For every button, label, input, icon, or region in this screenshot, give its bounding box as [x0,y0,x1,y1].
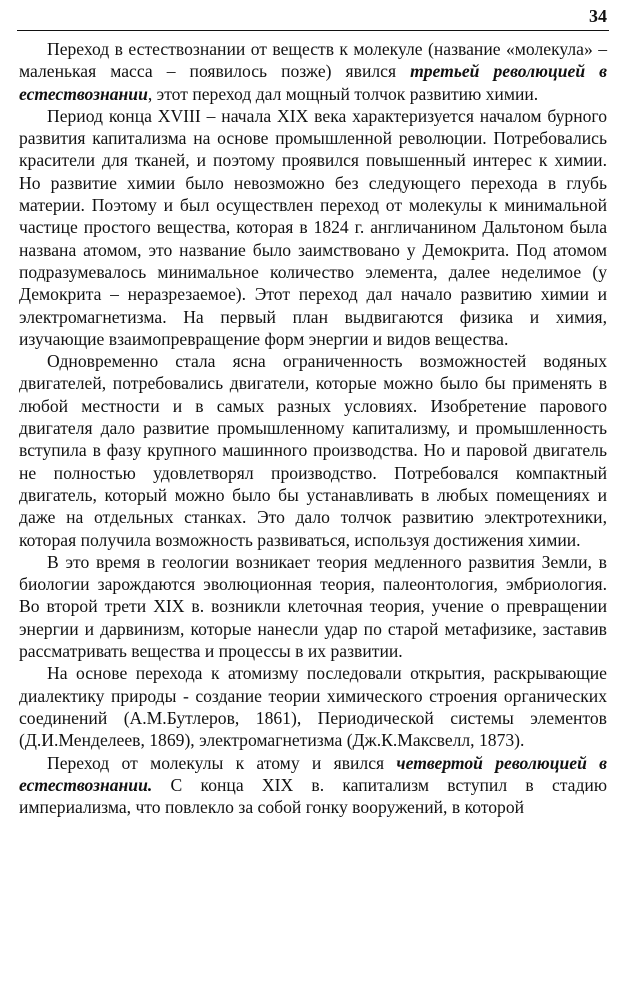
paragraph [19,752,607,819]
paragraph [19,38,607,105]
paragraph [19,551,607,662]
text-run: С конца XIX в. капитализм вступил в стадию империализма, что повлекло за собой гонку вооружений, в которой [19,774,607,818]
text-run: Переход от молекулы к атому и явился [47,752,397,773]
body-text [19,38,607,818]
text-run: В это время в геологии возникает теория медленного развития Земли, в биологии зарождаются эволюционная теория, палеонтология, эмбриология. Во второй трети XIX в. возникли клеточная теория, учение о превращении энергии и дарвинизм, которые нанесли удар по старой метафизике, заставив рассматривать вещества и процессы в их развитии. [19,551,607,662]
paragraph [19,662,607,751]
page-number: 34 [589,6,607,26]
emphasized-text: третьей революцией в естествознании [19,61,607,104]
text-run: Одновременно стала ясна ограниченность возможностей водяных двигателей, потребовались двигатели, которые можно было бы применять в любой местности и в самых разных условиях. Изобретение парового двигателя дало развитие промышленному капитализму, и промышленность вступила в фазу крупного машинного производства. Но и паровой двигатель не полностью удовлетворял производство. Потребовался компактный двигатель, который можно было бы устанавливать в любых помещениях и даже на отдельных станках. Это дало толчок развитию электротехники, которая получила возможность развиваться, используя достижения химии. [19,351,607,550]
emphasized-text: четвертой революцией в естествознании. [19,752,608,795]
text-run: Переход в естествознании от веществ к молекуле (название «молекула» – маленькая масса – появилось позже) явился [19,39,607,82]
paragraph [19,105,607,350]
paragraph [19,350,607,551]
text-run: Период конца XVIII – начала XIX века характеризуется началом бурного развития капитализма на основе промышленной революции. Потребовались красители для тканей, и поэтому проявился повышенный интерес к химии. Но развитие химии было невозможно без следующего перехода в глубь материи. Поэтому и был осуществлен переход от молекулы к минимальной частице простого вещества, которая в 1824 г. англичанином Дальтоном была названа атомом, это название было заимствовано у Демокрита. Под атомом подразумевалось минимальное количество элемента, далее неделимое (у Демокрита – неразрезаемое). Этот переход дал начало развитию химии и электромагнетизма. На первый план выдвигаются физика и химия, изучающие взаимопревращение форм энергии и видов вещества. [19,105,607,349]
header-rule [17,30,609,31]
text-run: , этот переход дал мощный толчок развитию химии. [147,83,539,104]
text-run: На основе перехода к атомизму последовали открытия, раскрывающие диалектику природы - создание теории химического строения органических соединений (А.М.Бутлеров, 1861), Периодической системы элементов (Д.И.Менделеев, 1869), электромагнетизма (Дж.К.Максвелл, 1873). [19,663,607,751]
